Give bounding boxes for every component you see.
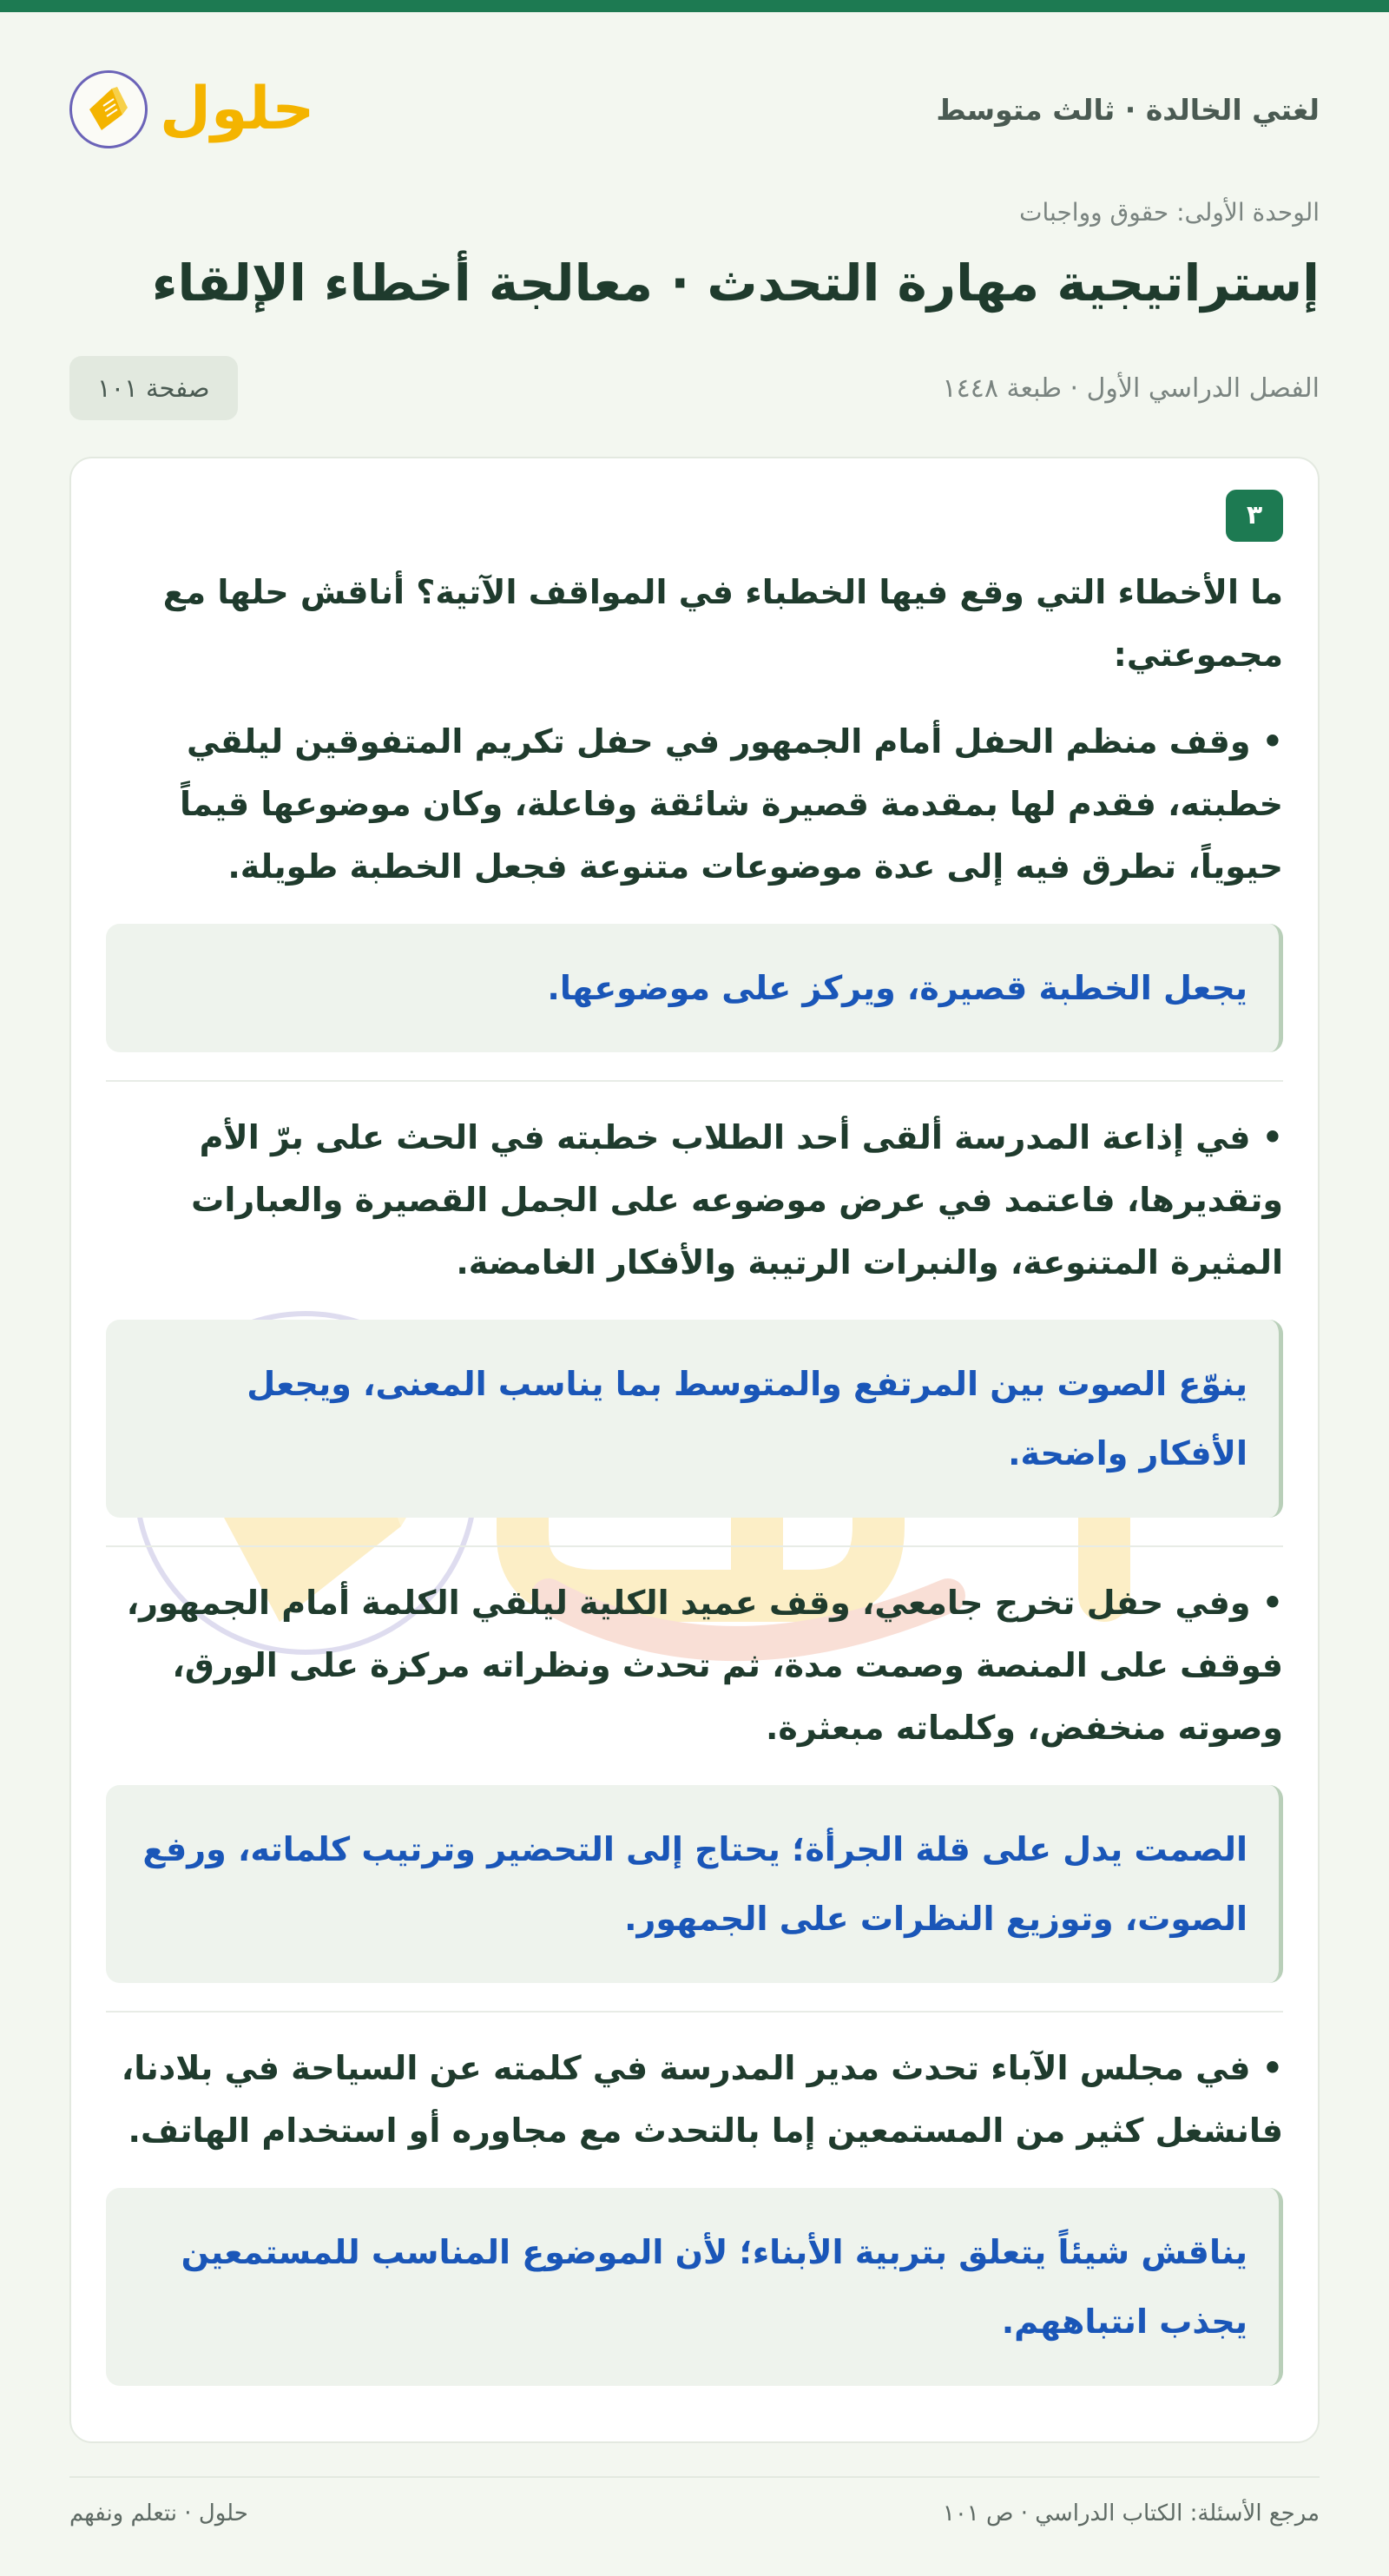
situation-item — [106, 686, 1283, 1052]
page-number-badge: صفحة ١٠١ — [69, 356, 238, 420]
question-card — [69, 457, 1320, 2443]
question-prompt: ما الأخطاء التي وقع فيها الخطباء في المواقف الآتية؟ أناقش حلها مع مجموعتي: — [162, 573, 1283, 674]
answer-box: الصمت يدل على قلة الجرأة؛ يحتاج إلى التحضير وترتيب كلماته، ورفع الصوت، وتوزيع النظرات على الجمهور. — [106, 1785, 1283, 1983]
page-footer — [69, 2500, 1320, 2527]
situation-item — [106, 1080, 1283, 1518]
page-title: إستراتيجية مهارة التحدث · معالجة أخطاء الإلقاء — [151, 254, 1320, 313]
logo-book-icon — [69, 70, 148, 148]
situation-text: • في مجلس الآباء تحدث مدير المدرسة في كلمته عن السياحة في بلادنا، فانشغل كثير من المستمعين إما بالتحدث مع مجاوره أو استخدام الهاتف. — [121, 2049, 1283, 2150]
lesson-meta-row — [69, 356, 1320, 420]
unit-label: الوحدة الأولى: حقوق وواجبات — [1019, 198, 1320, 227]
situation-item — [106, 1545, 1283, 1983]
footer-brand-link[interactable]: حلول · نتعلم ونفهم — [69, 2500, 248, 2527]
situation-text: • وقف منظم الحفل أمام الجمهور في حفل تكريم المتفوقين ليلقي خطبته، فقدم لها بمقدمة قصيرة شائقة وفاعلة، وكان موضوعها قيماً حيوياً، تطرق فيه إلى عدة موضوعات متنوعة فجعل الخطبة طويلة. — [180, 722, 1283, 886]
answer-box: يناقش شيئاً يتعلق بتربية الأبناء؛ لأن الموضوع المناسب للمستمعين يجذب انتباههم. — [106, 2188, 1283, 2386]
answer-box: يجعل الخطبة قصيرة، ويركز على موضوعها. — [106, 924, 1283, 1052]
book-title: لغتي الخالدة · ثالث متوسط — [936, 92, 1320, 127]
top-accent-bar — [0, 0, 1389, 12]
situation-text: • في إذاعة المدرسة ألقى أحد الطلاب خطبته في الحث على برّ الأم وتقديرها، فاعتمد في عرض موضوعه على الجمل القصيرة والعبارات المثيرة المتنوعة، والنبرات الرتيبة والأفكار الغامضة. — [191, 1118, 1283, 1281]
situation-text: • وفي حفل تخرج جامعي، وقف عميد الكلية ليلقي الكلمة أمام الجمهور، فوقف على المنصة وصمت مدة، ثم تحدث ونظراته مركزة على الورق، وصوته منخفض، وكلماته مبعثرة. — [126, 1584, 1283, 1747]
site-header — [69, 57, 1320, 161]
situation-item — [106, 2011, 1283, 2386]
footer-reference: مرجع الأسئلة: الكتاب الدراسي · ص ١٠١ — [942, 2500, 1320, 2527]
site-logo[interactable] — [69, 70, 314, 148]
logo-wordmark: حلول — [160, 75, 315, 143]
footer-divider — [69, 2476, 1320, 2478]
answer-box: ينوّع الصوت بين المرتفع والمتوسط بما يناسب المعنى، ويجعل الأفكار واضحة. — [106, 1320, 1283, 1518]
edition-info: الفصل الدراسي الأول · طبعة ١٤٤٨ — [942, 372, 1320, 404]
question-number-badge: ٣ — [1226, 490, 1283, 542]
